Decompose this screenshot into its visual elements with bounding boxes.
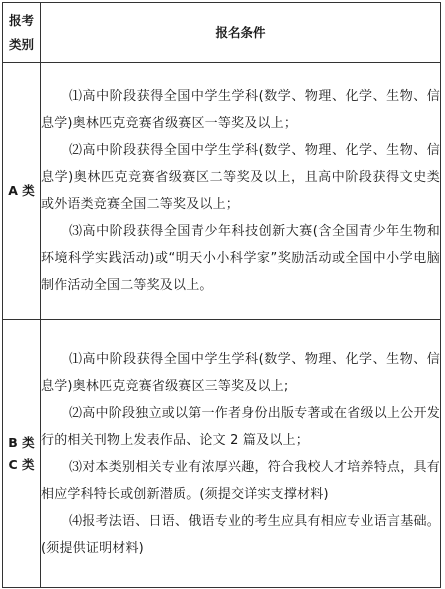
category-header xyxy=(3,3,41,63)
condition-item: ⑶高中阶段获得全国青少年科技创新大赛(含全国青少年生物和环境科学实践活动)或“明天小小科学家”奖励活动或全国中小学电脑制作活动全国二等奖及以上。 xyxy=(41,224,440,293)
condition-item: ⑷报考法语、日语、俄语专业的考生应具有相应专业语言基础。(须提供证明材料) xyxy=(41,513,440,556)
category-header-line1: 报考 xyxy=(8,12,34,28)
category-label: B 类 xyxy=(8,434,35,450)
condition-item: ⑴高中阶段获得全国中学生学科(数学、物理、化学、生物、信息学)奥林匹克竞赛省级赛区三等奖及以上; xyxy=(41,351,440,394)
table-row xyxy=(3,63,441,320)
header-row xyxy=(3,3,441,63)
conditions-cell-a xyxy=(41,63,441,320)
conditions-header: 报名条件 xyxy=(41,3,441,63)
conditions-cell-bc xyxy=(41,320,441,588)
category-cell-a xyxy=(3,63,41,320)
category-header-line2: 类别 xyxy=(8,36,34,52)
category-label: A 类 xyxy=(8,183,35,198)
admission-requirements-table xyxy=(2,2,441,588)
category-label: C 类 xyxy=(8,456,35,472)
condition-item: ⑴高中阶段获得全国中学生学科(数学、物理、化学、生物、信息学)奥林匹克竞赛省级赛区一等奖及以上； xyxy=(41,89,440,131)
condition-item: ⑵高中阶段独立或以第一作者身份出版专著或在省级以上公开发行的相关刊物上发表作品、论文 2 篇及以上； xyxy=(41,405,440,448)
condition-item: ⑶对本类别相关专业有浓厚兴趣，符合我校人才培养特点，具有相应学科特长或创新潜质。(须提交详实支撑材料) xyxy=(41,459,440,502)
table-row xyxy=(3,320,441,588)
condition-item: ⑵高中阶段获得全国中学生学科(数学、物理、化学、生物、信息学)奥林匹克竞赛省级赛区二等奖及以上，且高中阶段获得文史类或外语类竞赛全国二等奖及以上； xyxy=(41,143,440,212)
category-cell-bc xyxy=(3,320,41,588)
